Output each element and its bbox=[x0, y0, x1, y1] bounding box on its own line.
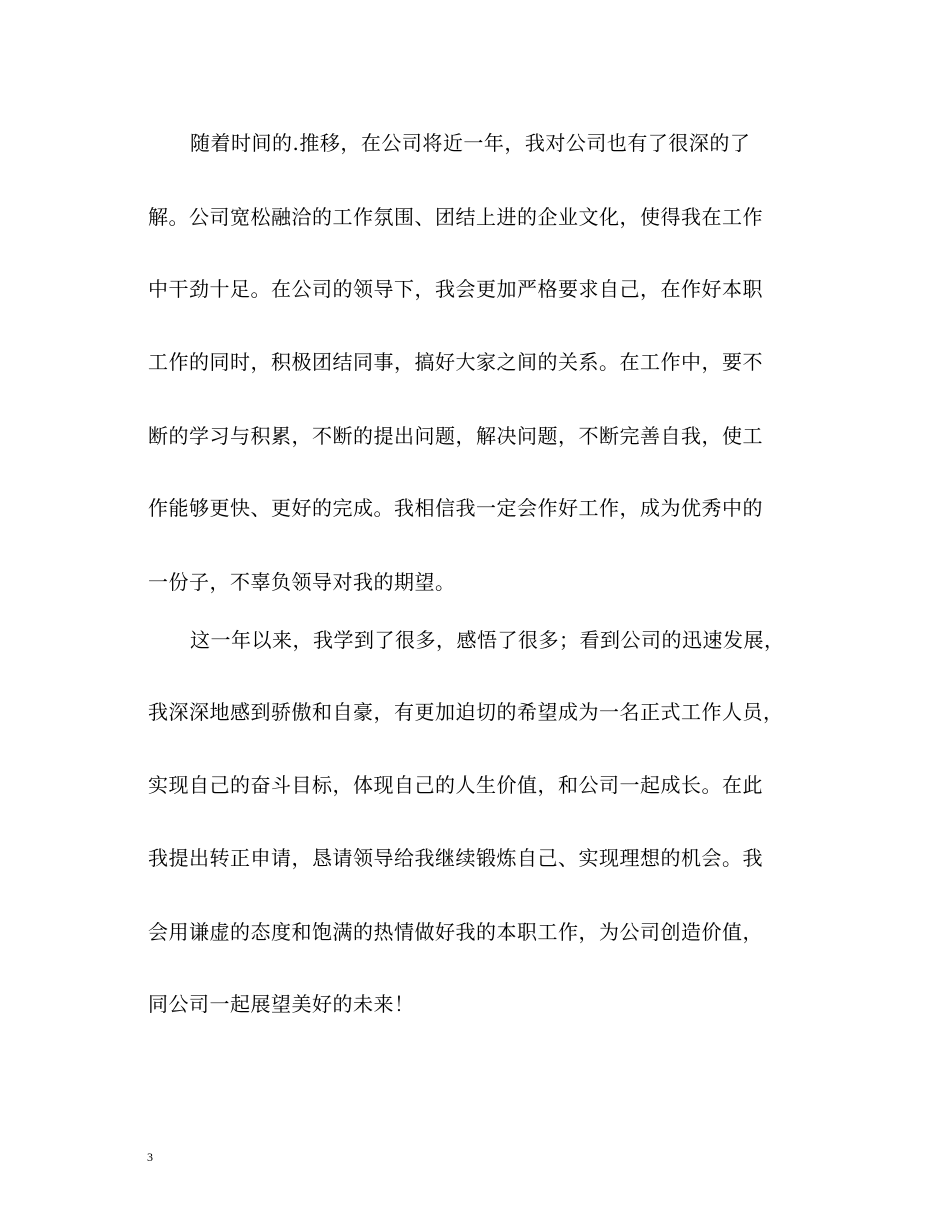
paragraph-1-line-3: 中干劲十足。在公司的领导下，我会更加严格要求自己，在作好本职 bbox=[148, 277, 763, 301]
paragraph-2-line-5: 会用谦虚的态度和饱满的热情做好我的本职工作，为公司创造价值， bbox=[148, 920, 763, 944]
page-number: 3 bbox=[147, 1150, 153, 1164]
paragraph-1-line-4: 工作的同时，积极团结同事，搞好大家之间的关系。在工作中，要不 bbox=[148, 350, 763, 374]
paragraph-1-line-7: 一份子，不辜负领导对我的期望。 bbox=[148, 570, 456, 594]
paragraph-2-line-1: 这一年以来，我学到了很多，感悟了很多；看到公司的迅速发展， bbox=[190, 628, 785, 652]
paragraph-1-line-5: 断的学习与积累，不断的提出问题，解决问题，不断完善自我，使工 bbox=[148, 424, 763, 448]
paragraph-2-line-2: 我深深地感到骄傲和自豪，有更加迫切的希望成为一名正式工作人员， bbox=[148, 700, 784, 724]
paragraph-2-line-6: 同公司一起展望美好的未来！ bbox=[148, 992, 415, 1016]
paragraph-2-line-4: 我提出转正申请，恳请领导给我继续锻炼自己、实现理想的机会。我 bbox=[148, 846, 763, 870]
paragraph-2-line-3: 实现自己的奋斗目标，体现自己的人生价值，和公司一起成长。在此 bbox=[148, 773, 763, 797]
paragraph-1-line-2: 解。公司宽松融洽的工作氛围、团结上进的企业文化，使得我在工作 bbox=[148, 205, 763, 229]
paragraph-1-line-1: 随着时间的.推移，在公司将近一年，我对公司也有了很深的了 bbox=[190, 131, 751, 155]
paragraph-1-line-6: 作能够更快、更好的完成。我相信我一定会作好工作，成为优秀中的 bbox=[148, 496, 763, 520]
